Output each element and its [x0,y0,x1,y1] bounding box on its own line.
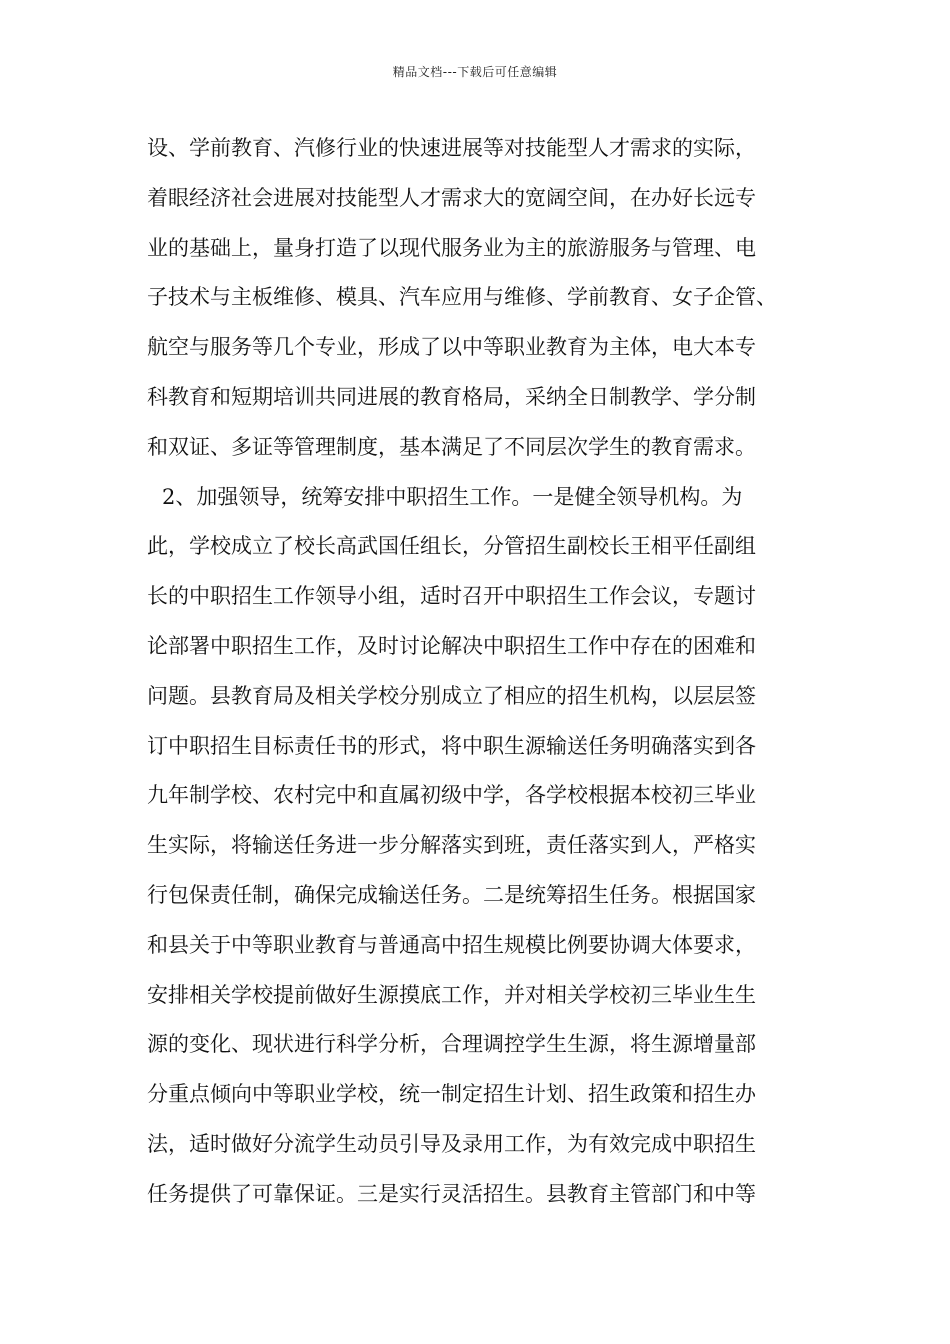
text-line: 九年制学校、农村完中和直属初级中学，各学校根据本校初三毕业 [147,783,756,808]
document-body [147,124,837,1220]
text-line: 源的变化、现状进行科学分析，合理调控学生生源，将生源增量部 [147,1032,756,1057]
text-line: 长的中职招生工作领导小组，适时召开中职招生工作会议，专题讨 [147,584,756,609]
text-line: 任务提供了可靠保证。三是实行灵活招生。县教育主管部门和中等 [147,1181,756,1206]
text-line: 和县关于中等职业教育与普通高中招生规模比例要协调大体要求， [147,932,756,957]
text-line: 此，学校成立了校长高武国任组长，分管招生副校长王相平任副组 [147,534,756,559]
text-line: 生实际，将输送任务进一步分解落实到班，责任落实到人，严格实 [147,833,756,858]
page-header: 精品文档---下载后可任意编辑 [392,65,558,79]
text-line: 和双证、多证等管理制度，基本满足了不同层次学生的教育需求。 [147,434,756,459]
text-line: 论部署中职招生工作，及时讨论解决中职招生工作中存在的困难和 [147,633,756,658]
text-line: 安排相关学校提前做好生源摸底工作，并对相关学校初三毕业生生 [147,982,756,1007]
text-line: 行包保责任制，确保完成输送任务。二是统筹招生任务。根据国家 [147,882,756,907]
text-line: 科教育和短期培训共同进展的教育格局，采纳全日制教学、学分制 [147,384,756,409]
paragraph-start-line: 2、加强领导，统筹安排中职招生工作。一是健全领导机构。为 [162,484,743,509]
text-line: 子技术与主板维修、模具、汽车应用与维修、学前教育、女子企管、 [147,285,777,310]
text-line: 问题。县教育局及相关学校分别成立了相应的招生机构，以层层签 [147,683,756,708]
text-line: 订中职招生目标责任书的形式，将中职生源输送任务明确落实到各 [147,733,756,758]
text-line: 设、学前教育、汽修行业的快速进展等对技能型人才需求的实际， [147,136,756,160]
text-line: 法，适时做好分流学生动员引导及录用工作，为有效完成中职招生 [147,1131,756,1156]
text-line: 航空与服务等几个专业，形成了以中等职业教育为主体，电大本专 [147,335,756,360]
text-line: 分重点倾向中等职业学校，统一制定招生计划、招生政策和招生办 [147,1082,756,1107]
text-line: 着眼经济社会进展对技能型人才需求大的宽阔空间，在办好长远专 [147,185,756,210]
text-line: 业的基础上，量身打造了以现代服务业为主的旅游服务与管理、电 [147,235,756,260]
